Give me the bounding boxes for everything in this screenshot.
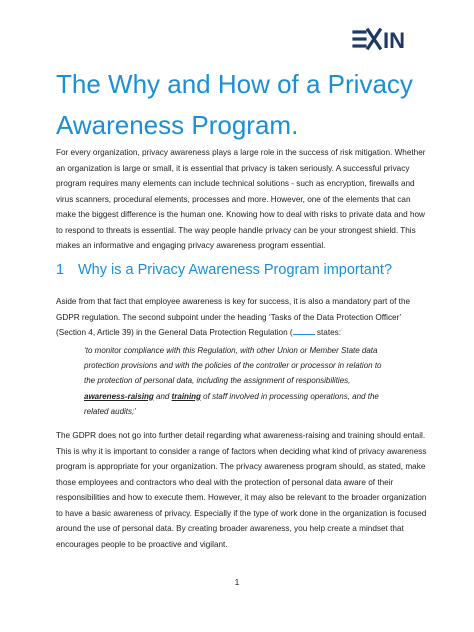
quote-bold-training: training — [171, 391, 201, 401]
gdpr-paragraph — [56, 294, 432, 341]
quote-text-2: of staff involved in processing operations, and the related audits;’ — [84, 391, 379, 416]
reference-link-placeholder[interactable] — [293, 326, 315, 335]
exin-logo — [352, 24, 448, 54]
intro-paragraph: For every organization, privacy awareness plays a large role in the success of risk mitigation. Whether an organization is large or small, it is essential that privacy is taken seriously. A successful privacy program requires many elements can include technical solutions - such as encryption, firewalls and virus scanners, procedural elements, processes and more. However, one of the elements that can make the biggest difference is the human one. Knowing how to deal with risks to private data and how to respond to threats is essential. The way people handle privacy can be your strongest shield. This makes an informative and engaging privacy awareness program essential. — [56, 148, 426, 250]
quote-text-1: ‘to monitor compliance with this Regulation, with other Union or Member State data protection provisions and with the policies of the controller or processor in relation to the protection of personal data, including the assignment of responsibilities, — [84, 346, 382, 386]
page-number: 1 — [234, 577, 240, 587]
section-heading — [56, 262, 392, 278]
exin-logo-mark-icon — [352, 24, 448, 54]
section-number: 1 — [56, 262, 65, 278]
gdpr-paragraph-suffix: states: — [314, 328, 342, 337]
awareness-paragraph: The GDPR does not go into further detail regarding what awareness-raising and training should entail. This is why it is important to consider a range of factors when deciding what kind of privacy awareness program is appropriate for your organization. The privacy awareness program should, as stated, make those employees and contractors who deal with the protection of personal data aware of their responsibilities and how to execute them. However, it may also be relevant to the broader organization to have a basic awareness of privacy. Especially if the type of work done in the organization is focused around the use of personal data. By creating broader awareness, you help create a mindset that encourages people to be proactive and vigilant. — [56, 431, 427, 549]
gdpr-paragraph-text: Aside from that fact that employee awareness is key for success, it is also a mandatory part of the GDPR regulation. The second subpoint under the heading ‘Tasks of the Data Protection Officer’ (Section 4, Article 39) in the General Data Protection Regulation ( — [56, 297, 411, 337]
section-heading-text: Why is a Privacy Awareness Program important? — [78, 262, 393, 278]
page-title: The Why and How of a Privacy Awareness Program. — [56, 69, 413, 140]
quote-bold-awareness: awareness-raising — [84, 391, 154, 401]
quote-text-and: and — [153, 391, 172, 401]
gdpr-quote — [84, 343, 384, 419]
svg-text:IN: IN — [383, 28, 405, 53]
